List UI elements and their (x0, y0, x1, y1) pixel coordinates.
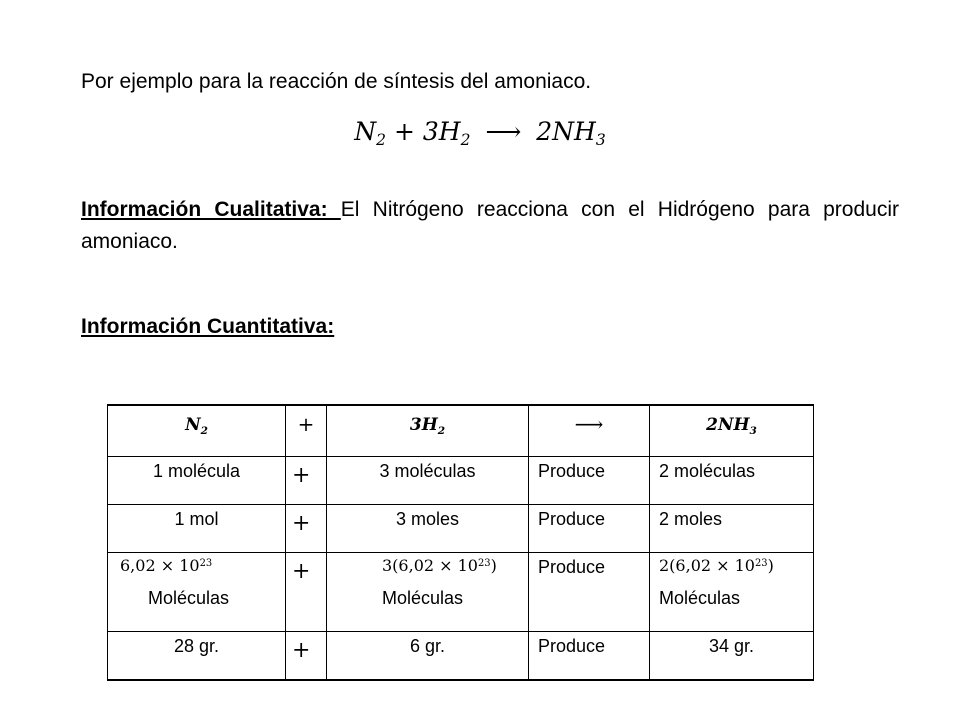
table-cell: 28 gr. (108, 632, 286, 681)
quantitative-label: Información Cuantitativa: (81, 315, 335, 338)
qualitative-label: Información Cualitativa: (81, 198, 341, 221)
header-n2: $N_2$ (108, 405, 286, 457)
table-cell: 1 mol (108, 505, 286, 553)
avogadro-math: $3(6,02 \times 10^{23})$ (382, 556, 497, 575)
header-2nh3: $2NH_3$ (650, 405, 814, 457)
cell-subtext: Moléculas (659, 588, 741, 608)
table-cell: 3 moléculas (327, 457, 529, 505)
table-cell (650, 553, 814, 632)
table-cell (327, 553, 529, 632)
table-cell (108, 553, 286, 632)
reaction-equation: $N_2 + 3H_2$ ⟶ $2NH_3$ (354, 117, 606, 150)
table-cell: + (286, 632, 327, 681)
table-cell: Produce (529, 457, 650, 505)
table-row (108, 457, 814, 505)
stoichiometry-table (107, 404, 814, 681)
table-cell: 2 moléculas (650, 457, 814, 505)
qualitative-text: El Nitrógeno reacciona con el Hidrógeno para producir amoniaco. (81, 198, 899, 253)
table-cell: 1 molécula (108, 457, 286, 505)
table-row (108, 632, 814, 681)
header-arrow: ⟶ (529, 405, 650, 457)
table-cell: + (286, 505, 327, 553)
table-cell: 34 gr. (650, 632, 814, 681)
avogadro-math: $6,02 \times 10^{23}$ (120, 556, 213, 575)
header-plus: + (286, 405, 327, 457)
table-cell: Produce (529, 505, 650, 553)
intro-paragraph: Por ejemplo para la reacción de síntesis del amoniaco. (81, 70, 592, 93)
table-cell: 2 moles (650, 505, 814, 553)
header-3h2: $3H_2$ (327, 405, 529, 457)
table-header-row (108, 405, 814, 457)
table-cell: 3 moles (327, 505, 529, 553)
table-cell: + (286, 457, 327, 505)
table-cell: Produce (529, 553, 650, 632)
table-row (108, 553, 814, 632)
qualitative-paragraph (81, 194, 899, 258)
cell-subtext: Moléculas (148, 588, 230, 608)
cell-subtext: Moléculas (382, 588, 464, 608)
avogadro-math: $2(6,02 \times 10^{23})$ (659, 556, 774, 575)
quantitative-paragraph (81, 311, 899, 343)
table-cell: 6 gr. (327, 632, 529, 681)
table-cell: Produce (529, 632, 650, 681)
table-cell: + (286, 553, 327, 632)
table-row (108, 505, 814, 553)
